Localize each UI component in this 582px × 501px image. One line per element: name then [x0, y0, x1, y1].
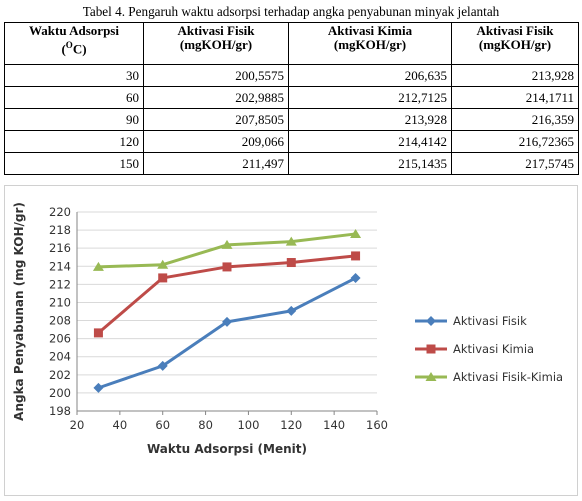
x-tick-label: 80 — [198, 418, 213, 432]
table-cell: 217,5745 — [452, 153, 579, 175]
table-cell: 215,1435 — [289, 153, 452, 175]
header-line2: (mgKOH/gr) — [179, 37, 253, 52]
table-body — [5, 65, 579, 175]
x-tick-label: 40 — [112, 418, 128, 432]
y-tick-label: 200 — [49, 385, 71, 400]
header-line2: (mgKOH/gr) — [478, 37, 552, 52]
y-tick-label: 210 — [49, 295, 71, 310]
table-cell: 213,928 — [452, 65, 579, 87]
header-line1: Aktivasi Kimia — [327, 23, 413, 38]
legend-marker — [427, 345, 436, 354]
table-cell: 202,9885 — [144, 87, 289, 109]
x-tick-label: 60 — [155, 418, 171, 432]
table-cell: 120 — [5, 131, 144, 153]
legend-label: Aktivasi Kimia — [453, 342, 535, 356]
header-line1: Waktu Adsorpsi — [29, 23, 119, 38]
table-cell: 216,72365 — [452, 131, 579, 153]
header-line2: ($^O$C) — [61, 40, 87, 57]
data-point — [94, 328, 103, 337]
table-header-cell — [144, 23, 289, 65]
table-cell: 206,635 — [289, 65, 452, 87]
table-row — [5, 65, 579, 87]
table-row — [5, 109, 579, 131]
legend-label: Aktivasi Fisik — [453, 314, 527, 328]
table-row — [5, 153, 579, 175]
table-cell: 150 — [5, 153, 144, 175]
table-row — [5, 87, 579, 109]
data-point — [223, 262, 232, 271]
y-tick-label: 218 — [49, 223, 71, 238]
y-tick-label: 216 — [49, 241, 71, 256]
y-tick-label: 212 — [49, 277, 71, 292]
table-header-cell — [452, 23, 579, 65]
header-line1: Aktivasi Fisik — [177, 23, 255, 38]
x-tick-label: 120 — [280, 418, 303, 432]
y-tick-label: 208 — [49, 313, 71, 328]
table-header-row — [5, 23, 579, 65]
y-tick-label: 206 — [49, 331, 71, 346]
degree-symbol: O — [65, 40, 73, 50]
chart-frame — [4, 185, 578, 496]
series-line — [98, 278, 355, 388]
y-axis-title: Angka Penyabunan (mg KOH/gr) — [12, 202, 26, 421]
header-line2: (mgKOH/gr) — [333, 37, 407, 52]
table-cell: 216,359 — [452, 109, 579, 131]
legend-marker — [426, 316, 436, 326]
x-axis-title: Waktu Adsorpsi (Menit) — [147, 442, 307, 456]
data-point — [351, 273, 361, 283]
table-header-cell — [5, 23, 144, 65]
header-line1: Aktivasi Fisik — [476, 23, 554, 38]
table-cell: 214,4142 — [289, 131, 452, 153]
x-tick-label: 140 — [323, 418, 346, 432]
x-tick-label: 100 — [237, 418, 260, 432]
table-cell: 30 — [5, 65, 144, 87]
table-cell: 211,497 — [144, 153, 289, 175]
data-point — [158, 273, 167, 282]
series-line — [98, 234, 355, 267]
table-cell: 90 — [5, 109, 144, 131]
data-point — [351, 251, 360, 260]
data-point — [287, 258, 296, 267]
table-cell: 207,8505 — [144, 109, 289, 131]
table-caption: Tabel 4. Pengaruh waktu adsorpsi terhadap angka penyabunan minyak jelantah — [82, 4, 500, 19]
table-header-cell — [289, 23, 452, 65]
table-cell: 60 — [5, 87, 144, 109]
y-tick-label: 198 — [49, 404, 71, 418]
data-table — [4, 22, 579, 175]
data-point — [93, 383, 103, 393]
table-cell: 214,1711 — [452, 87, 579, 109]
line-chart — [5, 186, 577, 495]
table-cell: 209,066 — [144, 131, 289, 153]
x-tick-label: 160 — [366, 418, 388, 432]
y-tick-label: 220 — [49, 205, 71, 219]
x-tick-label: 20 — [69, 418, 85, 432]
legend-label: Aktivasi Fisik-Kimia — [453, 370, 564, 384]
y-tick-label: 204 — [49, 349, 71, 364]
table-cell: 212,7125 — [289, 87, 452, 109]
table-row — [5, 131, 579, 153]
data-point — [286, 306, 296, 316]
table-cell: 213,928 — [289, 109, 452, 131]
y-tick-label: 214 — [49, 259, 71, 274]
y-tick-label: 202 — [49, 367, 71, 382]
table-cell: 200,5575 — [144, 65, 289, 87]
